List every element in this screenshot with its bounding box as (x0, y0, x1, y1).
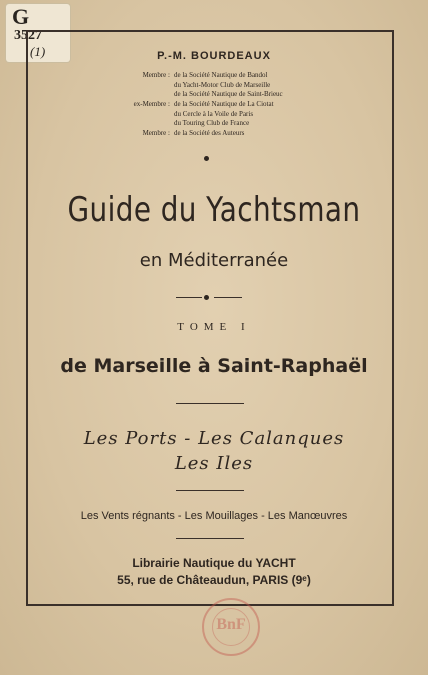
membership-role-2: ex-Membre : (133, 100, 170, 108)
membership-role-3: Membre : (142, 129, 170, 137)
divider-rule (176, 490, 244, 491)
ornament-dot (204, 156, 209, 161)
library-stamp (202, 598, 260, 656)
publisher-address: 55, rue de Châteaudun, PARIS (9ᵉ) (117, 573, 311, 587)
call-number-letter: G (12, 4, 31, 29)
contents-line-2: Les Iles (174, 453, 254, 474)
membership-line: du Touring Club de France (174, 119, 250, 127)
features-line: Les Vents régnants - Les Mouillages - Les Manœuvres (80, 510, 348, 522)
volume-label: TOME I (177, 321, 251, 333)
membership-line: du Cercle à la Voile de Paris (174, 109, 254, 118)
library-stamp-text: BnF (216, 616, 246, 633)
membership-line: du Yacht-Motor Club de Marseille (174, 80, 271, 89)
call-number-digits: 3527 (14, 28, 42, 43)
membership-line: de la Société Nautique de Bandol (174, 71, 268, 79)
membership-line: de la Société Nautique de Saint-Brieuc (174, 90, 283, 98)
book-subtitle: en Méditerranée (139, 250, 289, 271)
ornament-dot (204, 295, 209, 300)
ornament-rule-left (176, 297, 202, 298)
membership-line: de la Société des Auteurs (174, 129, 245, 137)
author-name: P.-M. BOURDEAUX (157, 50, 271, 62)
divider-rule (176, 538, 244, 539)
book-title: Guide du Yachtsman (67, 190, 361, 230)
contents-line-1: Les Ports - Les Calanques (83, 428, 345, 449)
membership-role-1: Membre : (142, 71, 170, 79)
divider-rule (176, 403, 244, 404)
volume-route: de Marseille à Saint-Raphaël (60, 355, 368, 377)
ornament-rule-right (214, 297, 242, 298)
call-number-volume: (1) (30, 44, 46, 59)
publisher-name: Librairie Nautique du YACHT (132, 556, 296, 570)
membership-line: de la Société Nautique de La Ciotat (174, 100, 274, 108)
